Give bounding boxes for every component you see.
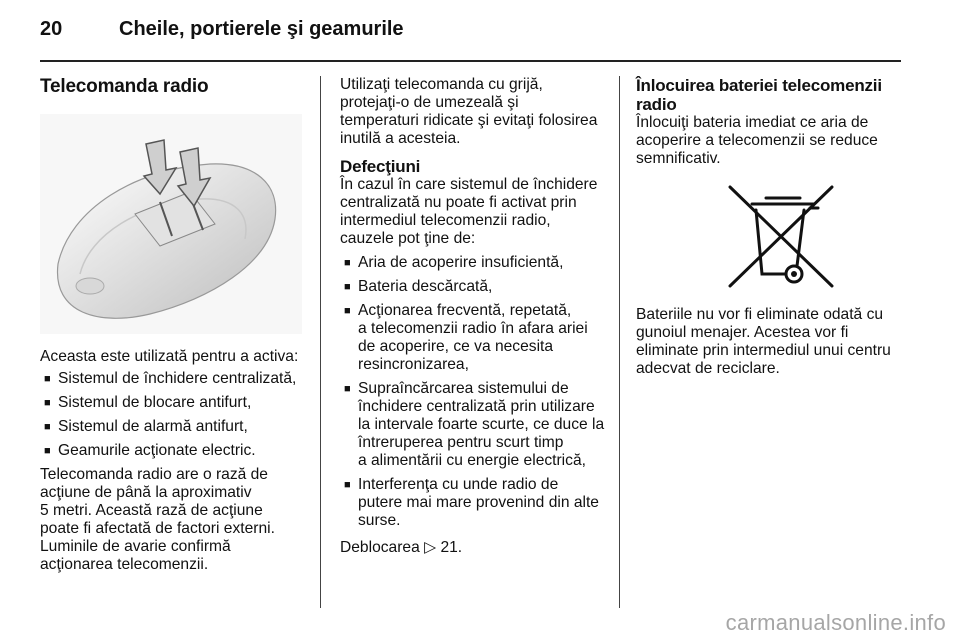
chapter-title: Cheile, portierele şi geamurile bbox=[119, 18, 404, 40]
header-rule bbox=[40, 60, 901, 62]
subsection-title: Înlocuirea bateriei telecomenzii radio bbox=[636, 76, 882, 114]
intro-text: Aceasta este utilizată pentru a activa: bbox=[40, 348, 299, 365]
column-3 bbox=[636, 76, 904, 378]
list-item: ■ Interferenţa cu unde radio de putere mai mare provenind din alte surse. bbox=[340, 476, 608, 530]
list-item: ■ Geamurile acţionate electric. bbox=[40, 442, 308, 460]
list-item: ■ Acţionarea frecventă, repetată, a telecomenzii radio în afara ariei de acoperire, ce va necesita resincronizarea, bbox=[340, 302, 608, 374]
list-item: ■ Sistemul de alarmă antifurt, bbox=[40, 418, 308, 436]
range-paragraph: Telecomanda radio are o rază de acţiune de până la aproximativ 5 metri. Această rază de acţiune poate fi afectată de factori externi. Luminile de avarie confirmă acţionarea telecomenzii. bbox=[40, 466, 275, 573]
watermark: carmanualsonline.info bbox=[725, 610, 946, 635]
column-2 bbox=[340, 76, 608, 557]
replace-battery-paragraph: Înlocuiţi bateria imediat ce aria de acoperire a telecomenzii se reduce semnificativ. bbox=[636, 114, 878, 167]
bullet-list bbox=[340, 254, 608, 530]
column-divider bbox=[619, 76, 620, 608]
section-title: Telecomanda radio bbox=[40, 76, 209, 97]
cross-reference: Deblocarea ▷ 21. bbox=[340, 538, 463, 556]
column-divider bbox=[320, 76, 321, 608]
faults-paragraph: În cazul în care sistemul de închidere centralizată nu poate fi activat prin intermediul telecomenzii radio, cauzele pot ţine de: bbox=[340, 176, 598, 247]
subsection-title: Defecţiuni bbox=[340, 157, 421, 176]
bullet-list bbox=[40, 370, 308, 460]
list-item: ■ Sistemul de închidere centralizată, bbox=[40, 370, 308, 388]
page-header bbox=[40, 18, 900, 58]
list-item: ■ Bateria descărcată, bbox=[340, 278, 608, 296]
page-reference-arrow-icon: ▷ bbox=[424, 538, 437, 556]
cross-reference-link[interactable]: 21. bbox=[440, 539, 463, 556]
list-item: ■ Aria de acoperire insuficientă, bbox=[340, 254, 608, 272]
remote-key-illustration bbox=[40, 114, 302, 334]
page-number: 20 bbox=[40, 18, 63, 40]
crossed-out-wheelie-bin-icon bbox=[722, 182, 842, 292]
care-paragraph: Utilizaţi telecomanda cu grijă, protejaţi-o de umezeală şi temperaturi ridicate şi evitaţi folosirea inutilă a acesteia. bbox=[340, 76, 598, 147]
list-item: ■ Supraîncărcarea sistemului de închidere centralizată prin utilizare la intervale foarte scurte, ce duce la întreruperea pentru scurt timp a alimentării cu energie electrică, bbox=[340, 380, 608, 470]
disposal-paragraph: Bateriile nu vor fi eliminate odată cu gunoiul menajer. Acestea vor fi eliminate prin intermediul unui centru adecvat de reciclare. bbox=[636, 306, 891, 377]
column-1 bbox=[40, 76, 308, 574]
list-item: ■ Sistemul de blocare antifurt, bbox=[40, 394, 308, 412]
